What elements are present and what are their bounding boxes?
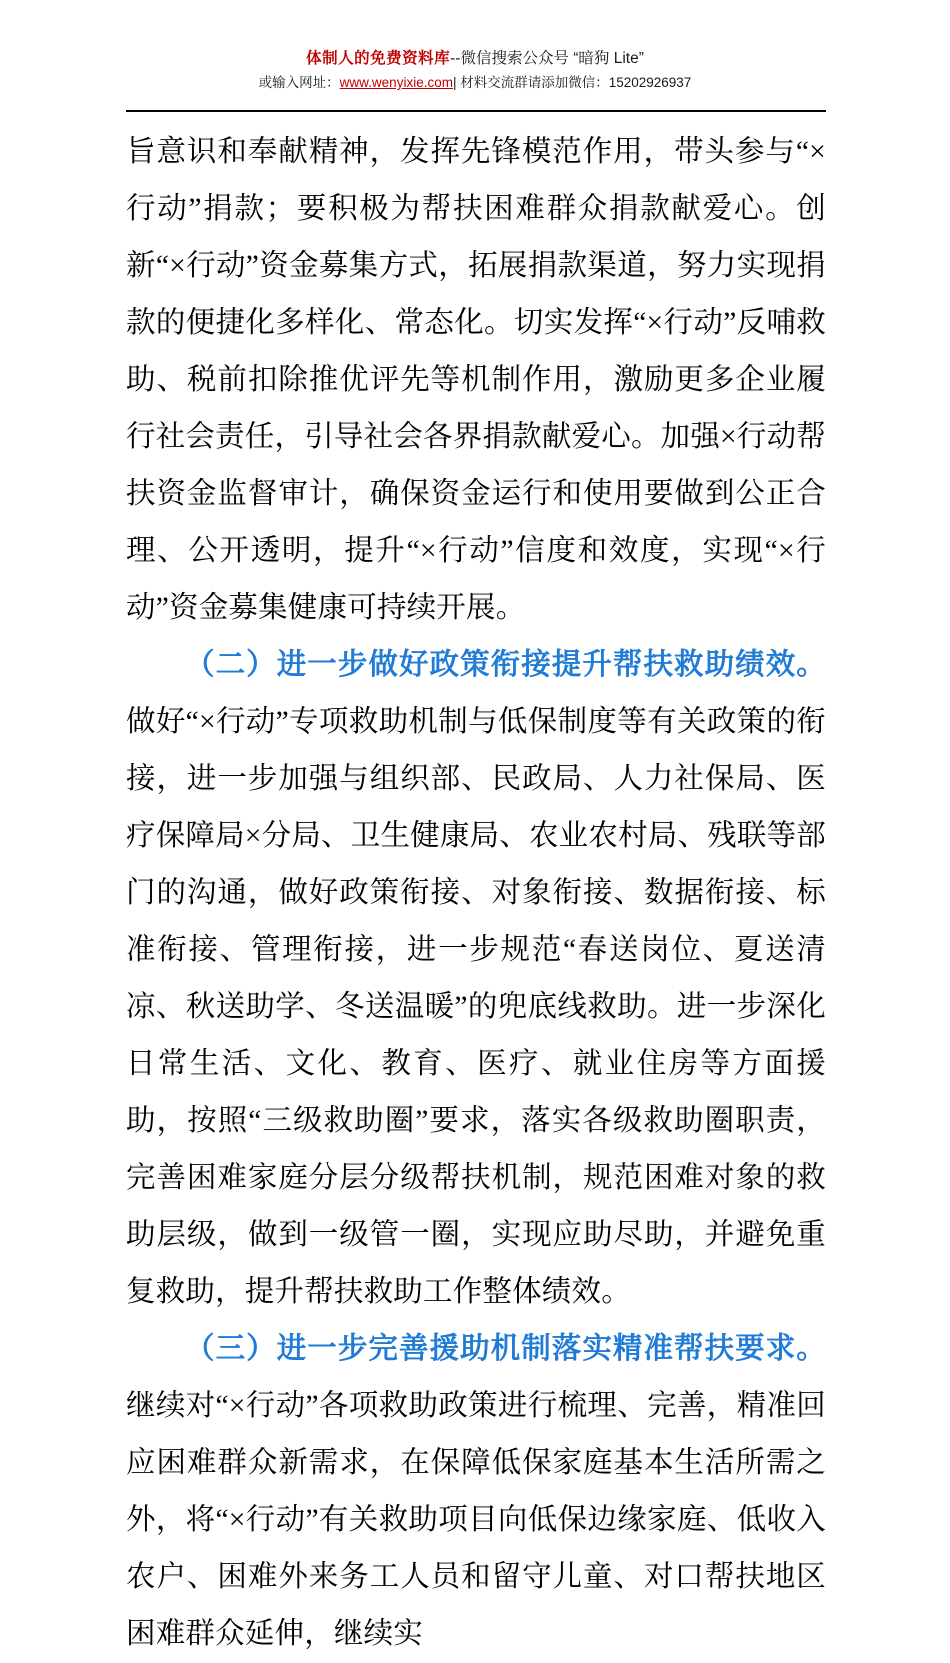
paragraph-section-three [126,1321,826,1663]
paragraph-section-two [126,637,826,1321]
contact-note: | 材料交流群请添加微信：15202926937 [452,75,692,90]
header-divider [126,110,826,112]
url-prefix-label: 或输入网址： [258,75,340,90]
paragraph-text: 继续对“×行动”各项救助政策进行梳理、完善，精准回应困难群众新需求，在保障低保家庭基本生活所需之外，将“×行动”有关救助项目向低保边缘家庭、低收入农户、困难外来务工人员和留守儿童、对口帮扶地区困难群众延伸，继续实 [126,1390,826,1650]
section-heading-three: （三）进一步完善援助机制落实精准帮扶要求。 [185,1333,826,1365]
document-body [126,124,826,1663]
website-link[interactable]: www.wenyixie.com [339,75,453,90]
watermark-line-1 [0,48,950,70]
header-separator: -- [450,50,461,67]
paragraph-text: 做好“×行动”专项救助机制与低保制度等有关政策的衔接，进一步加强与组织部、民政局、人力社保局、医疗保障局×分局、卫生健康局、农业农村局、残联等部门的沟通，做好政策衔接、对象衔接、数据衔接、标准衔接、管理衔接，进一步规范“春送岗位、夏送清凉、秋送助学、冬送温暖”的兜底线救助。进一步深化日常生活、文化、教育、医疗、就业住房等方面援助，按照“三级救助圈”要求，落实各级救助圈职责，完善困难家庭分层分级帮扶机制，规范困难对象的救助层级，做到一级管一圈，实现应助尽助，并避免重复救助，提升帮扶救助工作整体绩效。 [126,706,826,1308]
section-heading-two: （二）进一步做好政策衔接提升帮扶救助绩效。 [185,649,826,681]
watermark-line-2 [0,73,950,93]
paragraph-text: 旨意识和奉献精神，发挥先锋模范作用，带头参与“×行动”捐款；要积极为帮扶困难群众捐款献爱心。创新“×行动”资金募集方式，拓展捐款渠道，努力实现捐款的便捷化多样化、常态化。切实发挥“×行动”反哺救助、税前扣除推优评先等机制作用，激励更多企业履行社会责任，引导社会各界捐款献爱心。加强×行动帮扶资金监督审计，确保资金运行和使用要做到公正合理、公开透明，提升“×行动”信度和效度，实现“×行动”资金募集健康可持续开展。 [126,136,826,624]
wechat-note: 微信搜索公众号 “暗狗 Lite” [460,50,644,67]
watermark-header [0,48,950,93]
paragraph-continuation [126,124,826,637]
brand-name: 体制人的免费资料库 [306,50,451,67]
